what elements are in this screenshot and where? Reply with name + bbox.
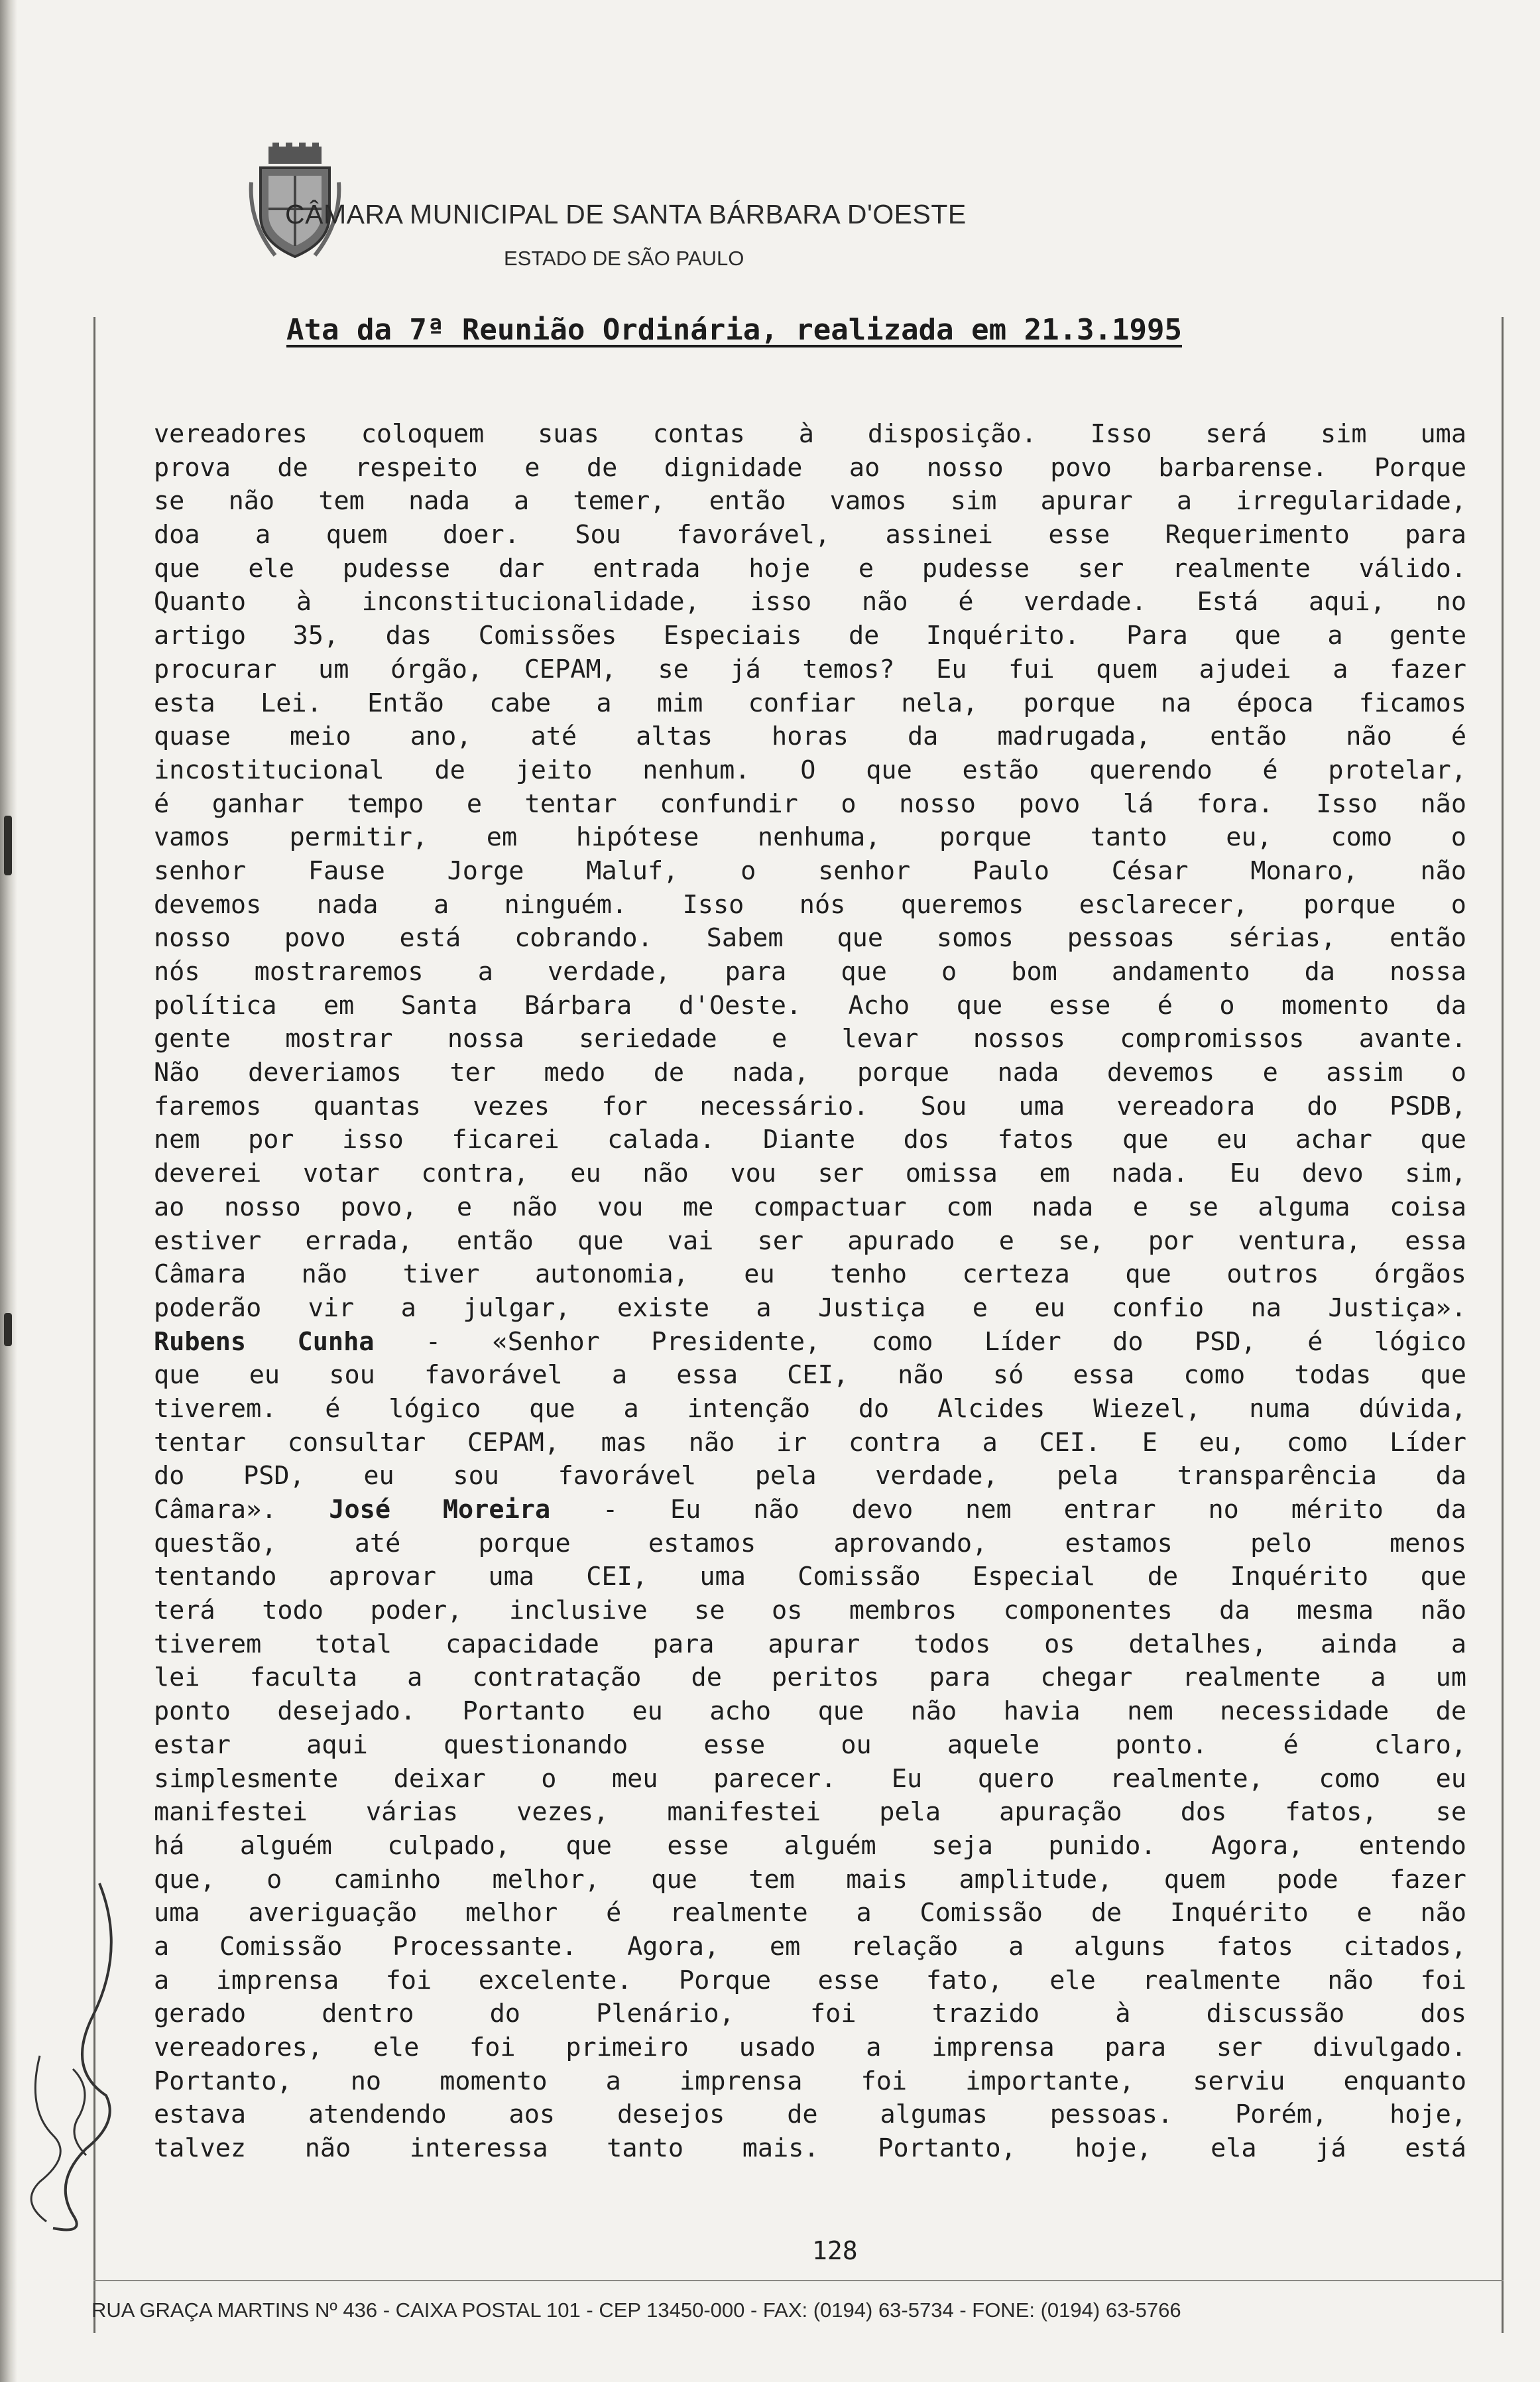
text-line: a Comissão Processante. Agora, em relação a alguns fatos citados, [154,1931,1466,1962]
text-line: Rubens Cunha - «Senhor Presidente, como Líder do PSD, é lógico [154,1326,1466,1357]
text-line: Não deveriamos ter medo de nada, porque nada devemos e assim o [154,1058,1466,1088]
text-line: questão, até porque estamos aprovando, estamos pelo menos [154,1528,1466,1558]
text-line: talvez não interessa tanto mais. Portanto, hoje, ela já está [154,2133,1466,2164]
text-line: se não tem nada a temer, então vamos sim apurar a irregularidade, [154,486,1466,517]
text-line: prova de respeito e de dignidade ao nosso povo barbarense. Porque [154,452,1466,483]
text-line: senhor Fause Jorge Maluf, o senhor Paulo César Monaro, não [154,855,1466,886]
chamber-name: CÂMARA MUNICIPAL DE SANTA BÁRBARA D'OESTE [285,199,967,229]
text-line: ponto desejado. Portanto eu acho que não havia nem necessidade de [154,1696,1466,1727]
binding-mark [4,1313,12,1346]
text-line: tentando aprovar uma CEI, uma Comissão Especial de Inquérito que [154,1562,1466,1592]
text-line: simplesmente deixar o meu parecer. Eu quero realmente, como eu [154,1763,1466,1794]
text-line: doa a quem doer. Sou favorável, assinei esse Requerimento para [154,520,1466,550]
text-line: nem por isso ficarei calada. Diante dos fatos que eu achar que [154,1125,1466,1155]
text-line: tiverem total capacidade para apurar todos os detalhes, ainda a [154,1629,1466,1659]
text-line: manifestei várias vezes, manifestei pela apuração dos fatos, se [154,1797,1466,1828]
text-line: política em Santa Bárbara d'Oeste. Acho que esse é o momento da [154,990,1466,1021]
text-line: é ganhar tempo e tentar confundir o nosso povo lá fora. Isso não [154,788,1466,819]
text-line: quase meio ano, até altas horas da madrugada, então não é [154,721,1466,752]
text-line: procurar um órgão, CEPAM, se já temos? Eu fui quem ajudei a fazer [154,654,1466,684]
text-line: devemos nada a ninguém. Isso nós queremos esclarecer, porque o [154,889,1466,920]
text-line: vamos permitir, em hipótese nenhuma, porque tanto eu, como o [154,822,1466,853]
speaker-name: José Moreira [329,1495,551,1525]
handwritten-signature-icon [13,1870,126,2241]
text-line: tentar consultar CEPAM, mas não ir contra a CEI. E eu, como Líder [154,1427,1466,1458]
text-line: nós mostraremos a verdade, para que o bom andamento da nossa [154,957,1466,987]
text-line: estiver errada, então que vai ser apurado e se, por ventura, essa [154,1225,1466,1256]
text-line: estar aqui questionando esse ou aquele ponto. é claro, [154,1729,1466,1760]
text-line: esta Lei. Então cabe a mim confiar nela, porque na época ficamos [154,688,1466,718]
page-number: 128 [812,2236,858,2265]
minutes-body-text [154,418,1466,2166]
footer-rule [93,2280,1504,2281]
text-line: que, o caminho melhor, que tem mais amplitude, quem pode fazer [154,1864,1466,1895]
text-line: tiverem. é lógico que a intenção do Alcides Wiezel, numa dúvida, [154,1393,1466,1424]
text-line: Portanto, no momento a imprensa foi importante, serviu enquanto [154,2066,1466,2096]
text-line: gerado dentro do Plenário, foi trazido à discussão dos [154,1999,1466,2029]
text-line: deverei votar contra, eu não vou ser omissa em nada. Eu devo sim, [154,1159,1466,1189]
text-line: Quanto à inconstitucionalidade, isso não é verdade. Está aqui, no [154,587,1466,617]
text-line: incostitucional de jeito nenhum. O que estão querendo é protelar, [154,755,1466,785]
text-line: que eu sou favorável a essa CEI, não só essa como todas que [154,1360,1466,1391]
footer-address: RUA GRAÇA MARTINS Nº 436 - CAIXA POSTAL 101 - CEP 13450-000 - FAX: (0194) 63-5734 - FONE: (0194) 63-5766 [91,2298,1181,2322]
text-line: Câmara». José Moreira - Eu não devo nem entrar no mérito da [154,1495,1466,1525]
text-line: vereadores, ele foi primeiro usado a imprensa para ser divulgado. [154,2033,1466,2062]
state-subtitle: ESTADO DE SÃO PAULO [504,247,744,270]
text-line: ao nosso povo, e não vou me compactuar com nada e se alguma coisa [154,1192,1466,1222]
minutes-heading: Ata da 7ª Reunião Ordinária, realizada em 21.3.1995 [286,313,1183,347]
speaker-name: Rubens Cunha [154,1326,375,1357]
binding-mark [4,816,12,875]
text-line: há alguém culpado, que esse alguém seja punido. Agora, entendo [154,1830,1466,1861]
text-line: poderão vir a julgar, existe a Justiça e eu confio na Justiça». [154,1292,1466,1323]
text-line: Câmara não tiver autonomia, eu tenho certeza que outros órgãos [154,1259,1466,1290]
text-line: gente mostrar nossa seriedade e levar nossos compromissos avante. [154,1024,1466,1054]
text-line: que ele pudesse dar entrada hoje e pudesse ser realmente válido. [154,553,1466,584]
right-margin-rule [1502,317,1504,2333]
text-line: nosso povo está cobrando. Sabem que somos pessoas sérias, então [154,923,1466,954]
text-line: lei faculta a contratação de peritos para chegar realmente a um [154,1662,1466,1693]
text-line: uma averiguação melhor é realmente a Comissão de Inquérito e não [154,1898,1466,1928]
text-line: a imprensa foi excelente. Porque esse fato, ele realmente não foi [154,1965,1466,1995]
text-line: do PSD, eu sou favorável pela verdade, pela transparência da [154,1461,1466,1491]
text-line: vereadores coloquem suas contas à disposição. Isso será sim uma [154,419,1466,449]
text-line: faremos quantas vezes for necessário. Sou uma vereadora do PSDB, [154,1091,1466,1121]
text-line: artigo 35, das Comissões Especiais de Inquérito. Para que a gente [154,621,1466,651]
text-line: estava atendendo aos desejos de algumas pessoas. Porém, hoje, [154,2100,1466,2130]
text-line: terá todo poder, inclusive se os membros componentes da mesma não [154,1596,1466,1626]
